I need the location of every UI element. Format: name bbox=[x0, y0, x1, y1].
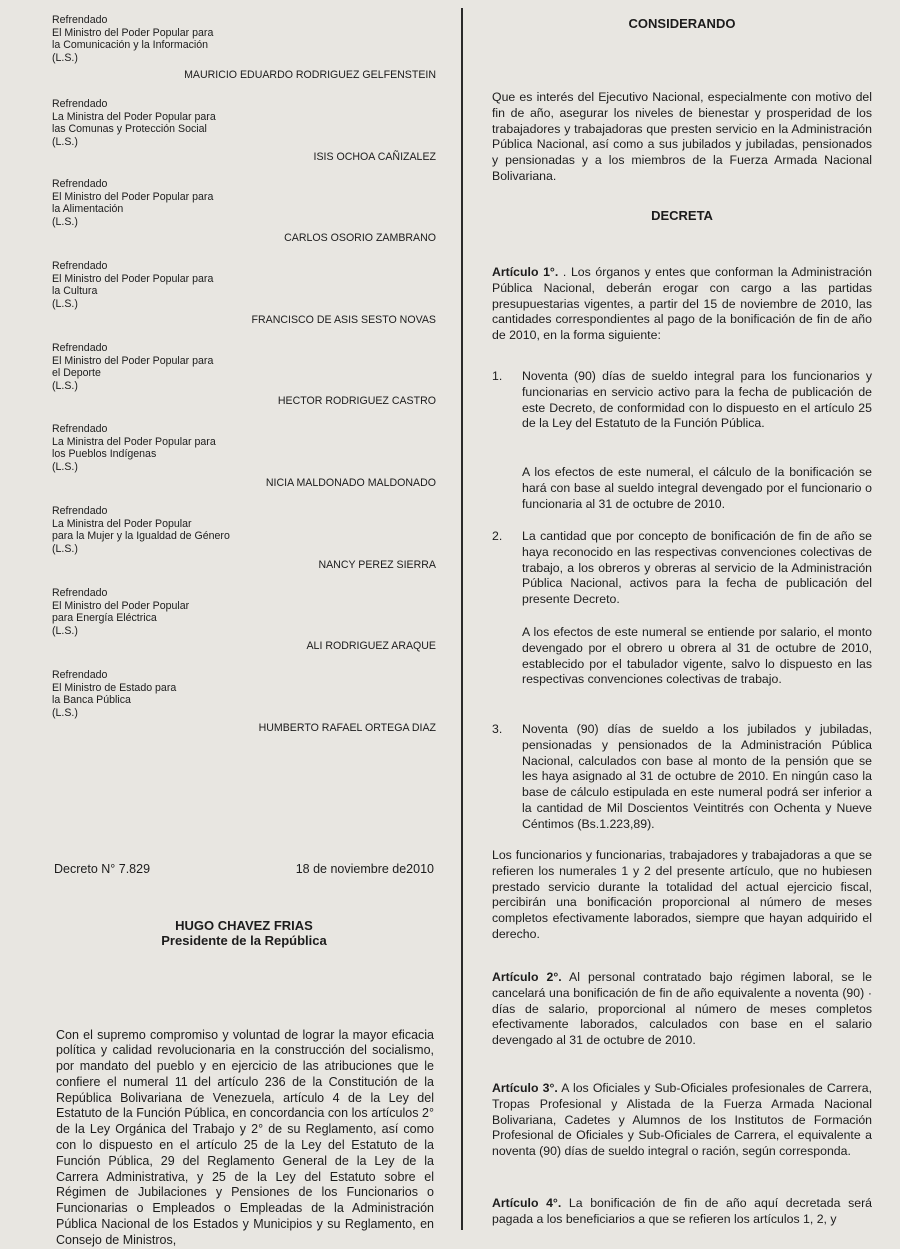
list-item bbox=[492, 369, 872, 432]
signature-title-line: el Deporte bbox=[52, 367, 101, 380]
article-3-label: Artículo 3°. bbox=[492, 1081, 558, 1095]
signature-label: Refrendado bbox=[52, 342, 108, 354]
signature-name: ALI RODRIGUEZ ARAQUE bbox=[306, 640, 436, 652]
signature-title-line: El Ministro del Poder Popular para bbox=[52, 354, 214, 367]
signature-ls: (L.S.) bbox=[52, 460, 78, 473]
signature-title-line: para la Mujer y la Igualdad de Género bbox=[52, 530, 230, 543]
president-title: Presidente de la República bbox=[161, 933, 327, 948]
signature-ls: (L.S.) bbox=[52, 542, 78, 555]
signature-label: Refrendado bbox=[52, 98, 108, 110]
president-block bbox=[52, 918, 436, 948]
list-item-number: 2. bbox=[492, 529, 503, 543]
signature-block bbox=[52, 669, 436, 734]
signature-block bbox=[52, 587, 436, 652]
signature-block bbox=[52, 178, 436, 244]
signature-title-line: los Pueblos Indígenas bbox=[52, 448, 157, 461]
signature-title-line: El Ministro del Poder Popular para bbox=[52, 26, 214, 39]
signature-title-line: las Comunas y Protección Social bbox=[52, 123, 207, 136]
signature-title-line: El Ministro del Poder Popular bbox=[52, 599, 190, 612]
signature-ls: (L.S.) bbox=[52, 51, 78, 64]
signature-name: MAURICIO EDUARDO RODRIGUEZ GELFENSTEIN bbox=[184, 69, 436, 81]
signature-name: HECTOR RODRIGUEZ CASTRO bbox=[277, 395, 436, 407]
article-1-closing: Los funcionarios y funcionarias, trabajadores y trabajadoras a que se refieren los numerales 1 y 2 del presente artículo, que no hubiesen prestado servicio durante la totalidad del actual ejercicio fiscal, percibirán una bonificación proporcional al número de meses completos efectivamente laborados, siempre que hayan adquirido el derecho. bbox=[492, 848, 872, 941]
decree-number: Decreto N° 7.829 bbox=[54, 862, 151, 876]
list-item-number: 3. bbox=[492, 722, 503, 736]
signature-title-line: La Ministra del Poder Popular para bbox=[52, 435, 216, 448]
signature-title-line: El Ministro del Poder Popular para bbox=[52, 190, 214, 203]
signature-ls: (L.S.) bbox=[52, 624, 78, 637]
signature-ls: (L.S.) bbox=[52, 379, 78, 392]
signature-label: Refrendado bbox=[52, 669, 108, 681]
signature-title-line: El Ministro de Estado para bbox=[52, 681, 177, 694]
signature-block bbox=[52, 14, 436, 81]
list-item-note: A los efectos de este numeral, el cálculo de la bonificación se hará con base al sueldo integral devengado por el funcionario o funcionaria al 31 de octubre de 2010. bbox=[522, 465, 872, 511]
article-2-label: Artículo 2°. bbox=[492, 970, 562, 984]
signature-ls: (L.S.) bbox=[52, 135, 78, 148]
article-3 bbox=[492, 1081, 872, 1160]
signature-name: HUMBERTO RAFAEL ORTEGA DIAZ bbox=[258, 722, 436, 734]
left-column bbox=[52, 14, 436, 1247]
column-divider bbox=[461, 8, 463, 1230]
preamble-paragraph: Con el supremo compromiso y voluntad de lograr la mayor eficacia política y calidad revolucionaria en la construcción del socialismo, por mandato del pueblo y en ejercicio de las atribuciones que le confiere el numeral 11 del artículo 236 de la Constitución de la República Bolivariana de Venezuela, artículo 4 de la Ley del Estatuto de la Función Pública, en concordancia con los artículos 2° de la Ley Orgánica del Trabajo y 2° de su Reglamento, así como con lo dispuesto en el artículo 25 de la Ley del Estatuto de la Función Pública, 29 del Reglamento General de la Ley de la Carrera Administrativa, y 25 de la Ley del Estatuto sobre el Régimen de Jubilaciones y Pensiones de los Funcionarios o Funcionarias o Empleados o Empleadas de la Administración Pública Nacional de los Estados y Municipios y su Reglamento, en Consejo de Ministros, bbox=[56, 1027, 434, 1247]
signature-block bbox=[52, 423, 436, 489]
signature-title-line: la Comunicación y la Información bbox=[52, 39, 209, 52]
signature-title-line: La Ministra del Poder Popular para bbox=[52, 110, 216, 123]
signature-label: Refrendado bbox=[52, 505, 108, 517]
list-item-number: 1. bbox=[492, 369, 503, 383]
signature-block bbox=[52, 342, 436, 407]
right-column bbox=[492, 12, 872, 1227]
article-1-label: Artículo 1°. bbox=[492, 265, 559, 279]
list-item-text: La cantidad que por concepto de bonificación de fin de año se haya reconocido en las respectivas convenciones colectivas de trabajo, a los obreros y obreras al servicio de la Administración Pública Nacional, activos para la fecha de publicación del presente Decreto. bbox=[522, 529, 872, 607]
article-4-text: La bonificación de fin de año aquí decretada será pagada a los beneficiarios a que se refieren los artículos 1, 2, y bbox=[492, 1196, 872, 1226]
signature-block bbox=[52, 98, 436, 163]
article-4 bbox=[492, 1196, 872, 1228]
signature-name: ISIS OCHOA CAÑIZALEZ bbox=[313, 151, 436, 163]
article-3-text: A los Oficiales y Sub-Oficiales profesionales de Carrera, Tropas Profesional y Alistada de la Fuerza Armada Nacional Bolivariana, Cadetes y Alumnos de los Institutos de Formación Profesional de Oficiales y Sub-Oficiales de Carrera, el equivalente a noventa (90) días de sueldo integral o ración, según corresponda. bbox=[492, 1081, 872, 1159]
signature-ls: (L.S.) bbox=[52, 706, 78, 719]
article-2 bbox=[492, 970, 872, 1049]
list-item bbox=[492, 529, 872, 608]
signature-title-line: la Banca Pública bbox=[52, 694, 131, 707]
signature-ls: (L.S.) bbox=[52, 297, 78, 310]
article-2-text: Al personal contratado bajo régimen laboral, se le cancelará una bonificación de fin de año equivalente a noventa (90) · días de salario, proporcional al número de meses completos efectivamente laborados, calculados con base en el salario devengado al 31 de octubre de 2010. bbox=[492, 970, 873, 1048]
list-item-text: Noventa (90) días de sueldo a los jubilados y jubiladas, pensionadas y pensionados de la Administración Pública Nacional, calculados con base al monto de la pensión que se les haya asignado al 31 de octubre de 2010. En ningún caso la base de cálculo estipulada en este numeral podrá ser inferior a la cantidad de Mil Doscientos Veintitrés con Ochenta y Nueve Céntimos (Bs.1.223,89). bbox=[522, 722, 872, 831]
considerando-paragraph: Que es interés del Ejecutivo Nacional, especialmente con motivo del fin de año, asegurar los niveles de bienestar y prosperidad de los trabajadores y trabajadoras que presten servicio en la Administración Pública Nacional, así como a sus jubilados y jubiladas, pensionados y pensionadas y a los miembros de la Fuerza Armada Nacional Bolivariana. bbox=[492, 90, 872, 183]
president-name: HUGO CHAVEZ FRIAS bbox=[175, 918, 313, 933]
signature-name: FRANCISCO DE ASIS SESTO NOVAS bbox=[251, 314, 436, 326]
signature-name: CARLOS OSORIO ZAMBRANO bbox=[284, 232, 436, 244]
signature-label: Refrendado bbox=[52, 423, 108, 435]
signature-label: Refrendado bbox=[52, 260, 108, 272]
signature-title-line: El Ministro del Poder Popular para bbox=[52, 272, 214, 285]
decreta-heading: DECRETA bbox=[651, 208, 713, 223]
list-item bbox=[492, 722, 872, 833]
signature-block bbox=[52, 505, 436, 571]
signature-ls: (L.S.) bbox=[52, 215, 78, 228]
signature-label: Refrendado bbox=[52, 14, 108, 26]
considerando-heading: CONSIDERANDO bbox=[628, 16, 736, 31]
signature-label: Refrendado bbox=[52, 178, 108, 190]
article-4-label: Artículo 4°. bbox=[492, 1196, 562, 1210]
list-item-text: Noventa (90) días de sueldo integral para los funcionarios y funcionarias en servicio activo para la fecha de publicación de este Decreto, de conformidad con lo dispuesto en el artículo 25 de la Ley del Estatuto de la Función Pública. bbox=[522, 369, 872, 431]
signature-title-line: La Ministra del Poder Popular bbox=[52, 517, 192, 530]
signature-title-line: para Energía Eléctrica bbox=[52, 612, 157, 625]
list-item-note: A los efectos de este numeral se entiende por salario, el monto devengado por el obrero u obrera al 31 de octubre de 2010, establecido por el tabulador vigente, salvo lo dispuesto en las respectivas convenciones colectivas de trabajo. bbox=[522, 625, 872, 687]
article-1-text: . Los órganos y entes que conforman la Administración Pública Nacional, deberán erogar con cargo a las partidas presupuestarias vigentes, a partir del 15 de noviembre de 2010, las cantidades correspondientes al pago de la bonificación de fin de año de 2010, en la forma siguiente: bbox=[492, 265, 873, 343]
signature-block bbox=[52, 260, 436, 326]
signature-name: NICIA MALDONADO MALDONADO bbox=[265, 477, 436, 489]
signature-name: NANCY PEREZ SIERRA bbox=[318, 559, 436, 571]
signature-title-line: la Cultura bbox=[52, 285, 98, 298]
signature-title-line: la Alimentación bbox=[52, 203, 124, 216]
article-1 bbox=[492, 265, 872, 344]
decree-date: 18 de noviembre de2010 bbox=[295, 862, 434, 876]
signature-label: Refrendado bbox=[52, 587, 108, 599]
